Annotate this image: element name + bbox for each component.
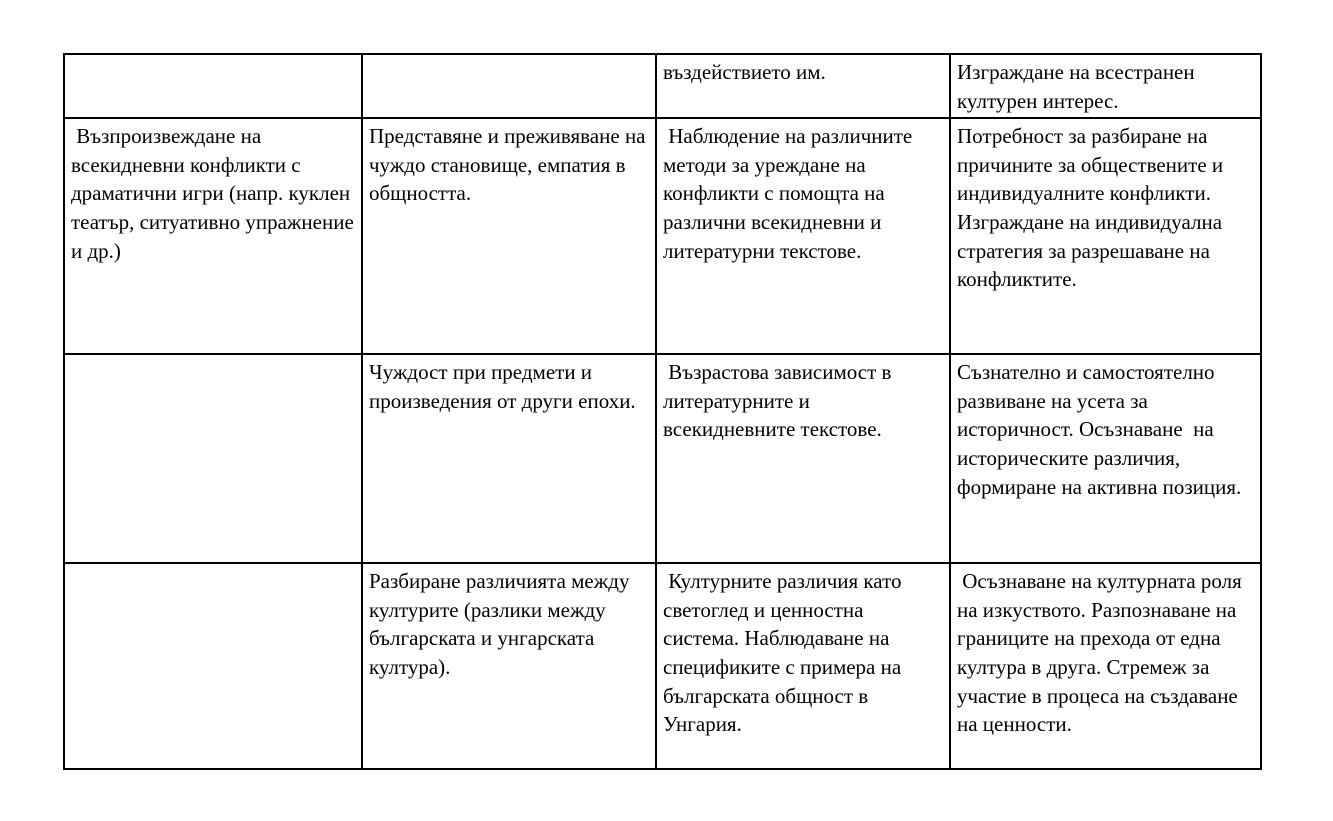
table-cell	[64, 354, 362, 563]
table-row	[64, 118, 1261, 354]
table-row	[64, 354, 1261, 563]
table-cell: Съзнателно и самостоятелно развиване на усета за историчност. Осъзнаване на историческите различия, формиране на активна позиция.	[950, 354, 1261, 563]
table-cell: Културните различия като светоглед и ценностна система. Наблюдаване на спецификите с примера на българската общност в Унгария.	[656, 563, 950, 769]
table-cell: Възрастова зависимост в литературните и всекидневните текстове.	[656, 354, 950, 563]
table-cell: Изграждане на всестранен културен интерес.	[950, 54, 1261, 118]
table-cell	[362, 54, 656, 118]
table-cell: въздействието им.	[656, 54, 950, 118]
document-table	[63, 53, 1262, 770]
table-row	[64, 563, 1261, 769]
table-cell: Чуждост при предмети и произведения от други епохи.	[362, 354, 656, 563]
table-cell: Разбиране различията между културите (разлики между българската и унгарската култура).	[362, 563, 656, 769]
table-cell: Потребност за разбиране на причините за обществените и индивидуалните конфликти. Изграждане на индивидуална стратегия за разрешаване на конфликтите.	[950, 118, 1261, 354]
table-row	[64, 54, 1261, 118]
table-cell	[64, 54, 362, 118]
table-cell: Наблюдение на различните методи за уреждане на конфликти с помощта на различни всекидневни и литературни текстове.	[656, 118, 950, 354]
table-cell: Възпроизвеждане на всекидневни конфликти с драматични игри (напр. куклен театър, ситуативно упражнение и др.)	[64, 118, 362, 354]
table-cell: Осъзнаване на културната роля на изкуството. Разпознаване на границите на прехода от една култура в друга. Стремеж за участие в процеса на създаване на ценности.	[950, 563, 1261, 769]
table-cell	[64, 563, 362, 769]
table-cell: Представяне и преживяване на чуждо становище, емпатия в общността.	[362, 118, 656, 354]
